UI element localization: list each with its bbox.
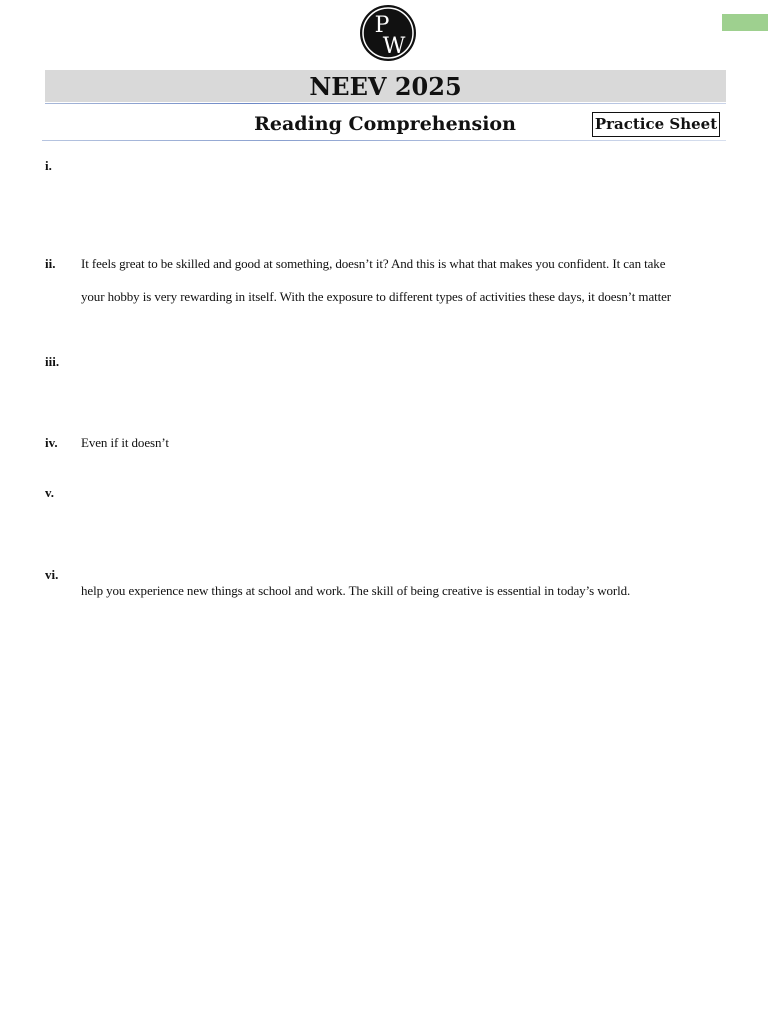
header-rule-bottom xyxy=(42,140,726,141)
title-bar xyxy=(45,70,726,102)
item-number-v: v. xyxy=(45,485,55,500)
item-number-iv: iv. xyxy=(45,435,58,450)
header-rule-top xyxy=(45,103,726,104)
page-subtitle: Reading Comprehension xyxy=(254,113,516,135)
item-vi-line-1: help you experience new things at school and work. The skill of being creative is essential in today’s world. xyxy=(81,583,631,598)
practice-sheet-badge: Practice Sheet xyxy=(592,112,720,137)
logo-letter-p: P xyxy=(374,13,390,38)
corner-tab-marker xyxy=(722,14,768,31)
item-number-ii: ii. xyxy=(45,256,56,271)
item-number-vi: vi. xyxy=(45,567,59,582)
item-iv-line-1: Even if it doesn’t xyxy=(81,435,169,450)
page-title: NEEV 2025 xyxy=(309,72,462,101)
item-number-iii: iii. xyxy=(45,354,60,369)
item-number-i: i. xyxy=(45,158,52,173)
pw-logo xyxy=(359,2,417,64)
item-ii-line-2: your hobby is very rewarding in itself. With the exposure to different types of activities these days, it doesn’t matter xyxy=(81,289,672,304)
item-ii-line-1: It feels great to be skilled and good at something, doesn’t it? And this is what that makes you confident. It can take xyxy=(81,256,666,271)
pw-logo-icon xyxy=(359,2,417,64)
logo-letter-w: W xyxy=(382,34,406,59)
